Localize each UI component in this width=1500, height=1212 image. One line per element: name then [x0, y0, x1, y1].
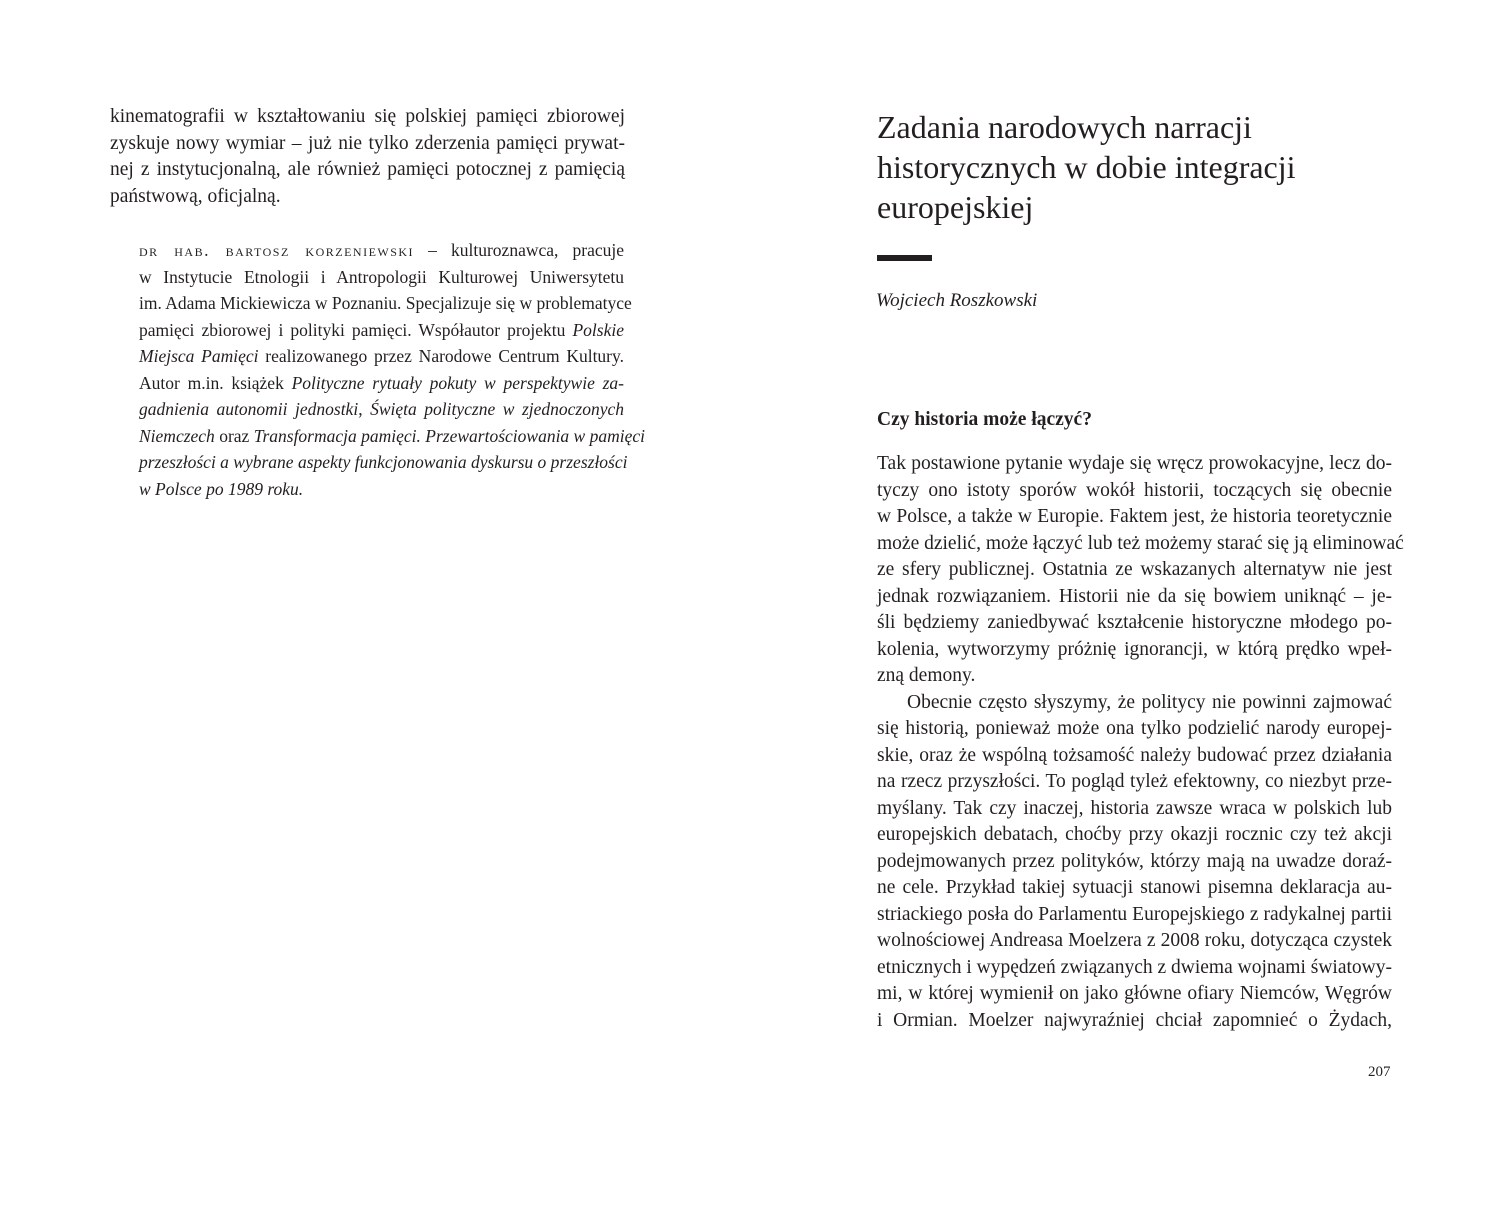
- text-line: zną demony.: [877, 665, 976, 686]
- text-line: ze sfery publicznej. Ostatnia ze wskazanych alternatyw nie jest: [877, 559, 1392, 580]
- bio-author-name: dr hab. bartosz korzeniewski: [139, 240, 415, 260]
- bio-line: Miejsca Pamięci realizowanego przez Narodowe Centrum Kultury.: [139, 346, 625, 366]
- text-line: kolenia, wytworzymy próżnię ignorancji, w którą prędko wpeł-: [877, 638, 1392, 660]
- text-line: myślany. Tak czy inaczej, historia zawsze wraca w polskich lub: [877, 797, 1392, 819]
- text-line: się historią, ponieważ może ona tylko podzielić narody europej-: [877, 718, 1392, 739]
- chapter-title: [877, 107, 1437, 227]
- text-line: tyczy ono istoty sporów wokół historii, toczących się obecnie: [877, 479, 1392, 501]
- text-line: etnicznych i wypędzeń związanych z dwiema wojnami światowy-: [877, 956, 1392, 978]
- text-line: europejskich debatach, choćby przy okazji rocznic czy też akcji: [877, 824, 1392, 845]
- left-body-paragraph: [110, 104, 625, 210]
- page-number: 207: [1368, 1064, 1391, 1080]
- author-bio: [139, 237, 646, 502]
- text-line: kinematografii w kształtowaniu się polskiej pamięci zbiorowej: [110, 106, 625, 127]
- text-line: śli będziemy zaniedbywać kształcenie historyczne młodego po-: [877, 612, 1392, 633]
- bio-line: w Instytucie Etnologii i Antropologii Kulturowej Uniwersytetu: [139, 266, 624, 287]
- text-line: jednak rozwiązaniem. Historii nie da się bowiem uniknąć – je-: [877, 585, 1392, 607]
- bio-line: przeszłości a wybrane aspekty funkcjonowania dyskursu o przeszłości: [139, 452, 628, 472]
- text-line: mi, w której wymienił on jako główne ofiary Niemców, Węgrów: [877, 983, 1392, 1004]
- text-line: i Ormian. Moelzer najwyraźniej chciał zapomnieć o Żydach,: [877, 1009, 1392, 1031]
- bio-line: Autor m.in. książek Polityczne rytuały pokuty w perspektywie za-: [139, 372, 624, 393]
- text-line: skie, oraz że wspólną tożsamość należy budować przez działania: [877, 744, 1392, 766]
- text-line: zyskuje nowy wymiar – już nie tylko zderzenia pamięci prywat-: [110, 132, 625, 154]
- text-line: państwową, oficjalną.: [110, 185, 281, 207]
- bio-line: w Polsce po 1989 roku.: [139, 478, 304, 499]
- title-rule: [877, 255, 932, 261]
- text-line: nej z instytucjonalną, ale również pamięci potocznej z pamięcią: [110, 159, 625, 180]
- text-line: podejmowanych przez polityków, którzy mają na uwadze doraź-: [877, 850, 1392, 872]
- chapter-author: Wojciech Roszkowski: [876, 290, 1038, 311]
- text-line: na rzecz przyszłości. To pogląd tyleż efektowny, co niezbyt prze-: [877, 771, 1392, 792]
- text-line: może dzielić, może łączyć lub też możemy starać się ją eliminować: [877, 532, 1404, 554]
- text-line: striackiego posła do Parlamentu Europejskiego z radykalnej partii: [877, 903, 1392, 925]
- right-body-text: [877, 451, 1404, 1034]
- bio-line: dr hab. bartosz korzeniewski – kulturoznawca, pracuje: [139, 240, 624, 260]
- text-line: Tak postawione pytanie wydaje się wręcz prowokacyjne, lecz do-: [877, 453, 1392, 474]
- text-line: wolnościowej Andreasa Moelzera z 2008 roku, dotycząca czystek: [877, 930, 1392, 951]
- title-line: europejskiej: [877, 189, 1034, 225]
- bio-line: pamięci zbiorowej i polityki pamięci. Współautor projektu Polskie: [139, 319, 624, 340]
- title-line: Zadania narodowych narracji: [877, 109, 1252, 145]
- section-heading: Czy historia może łączyć?: [877, 409, 1092, 430]
- text-line: Obecnie często słyszymy, że politycy nie powinni zajmować: [907, 691, 1392, 713]
- text-line: ne cele. Przykład takiej sytuacji stanowi pisemna deklaracja au-: [877, 877, 1392, 898]
- bio-line: im. Adama Mickiewicza w Poznaniu. Specjalizuje się w problematyce: [139, 293, 632, 313]
- bio-line: gadnienia autonomii jednostki, Święta polityczne w zjednoczonych: [139, 399, 625, 419]
- bio-line: Niemczech oraz Transformacja pamięci. Przewartościowania w pamięci: [139, 425, 646, 446]
- title-line: historycznych w dobie integracji: [877, 149, 1296, 185]
- text-line: w Polsce, a także w Europie. Faktem jest, że historia teoretycznie: [877, 506, 1392, 527]
